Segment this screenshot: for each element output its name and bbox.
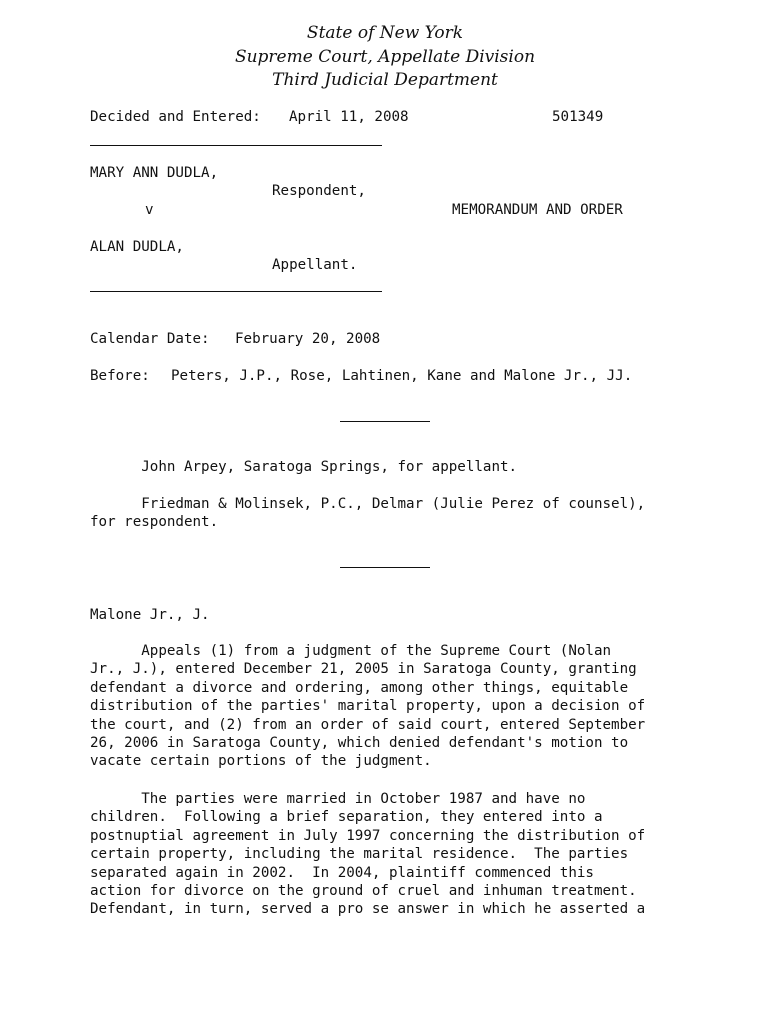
opinion-author: Malone Jr., J. [90, 607, 210, 623]
plaintiff-name: MARY ANN DUDLA, [90, 165, 219, 181]
section-divider [340, 567, 430, 568]
defendant-name: ALAN DUDLA, [90, 239, 184, 255]
caption-top-rule [90, 145, 382, 146]
defendant-role: Appellant. [272, 257, 358, 273]
calendar-date: February 20, 2008 [235, 331, 381, 347]
opinion-paragraph-1: Appeals (1) from a judgment of the Supreme Court (Nolan Jr., J.), entered December 21, 2005 in Saratoga County, granting defendant a divorce and ordering, among other things, equitable distribution of the parties' marital property, upon a decision of the court, and (2) from an order of said court, entered September 26, 2006 in Saratoga County, which denied defendant's motion to vacate certain portions of the judgment. [90, 643, 646, 770]
before-label: Before: [90, 368, 150, 384]
decided-label: Decided and Entered: [90, 109, 261, 125]
versus: v [145, 202, 154, 218]
court-department: Third Judicial Department [272, 70, 498, 90]
opinion-paragraph-2: The parties were married in October 1987 and have no children. Following a brief separation, they entered into a postnuptial agreement in July 1997 concerning the distribution of certain property, including the marital residence. The parties separated again in 2002. In 2004, plaintiff commenced this action for divorce on the ground of cruel and inhuman treatment. Defendant, in turn, served a pro se answer in which he asserted a [90, 791, 646, 918]
court-state: State of New York [306, 23, 464, 43]
plaintiff-role: Respondent, [272, 183, 366, 199]
calendar-label: Calendar Date: [90, 331, 210, 347]
court-header [0, 22, 770, 93]
section-divider [340, 421, 430, 422]
appellant-counsel: John Arpey, Saratoga Springs, for appellant. [90, 459, 518, 475]
decided-date: April 11, 2008 [289, 109, 409, 125]
docket-number: 501349 [552, 109, 604, 125]
document-type: MEMORANDUM AND ORDER [452, 202, 623, 218]
caption-bottom-rule [90, 291, 382, 292]
court-name: Supreme Court, Appellate Division [234, 46, 536, 67]
panel-justices: Peters, J.P., Rose, Lahtinen, Kane and Malone Jr., JJ. [171, 368, 633, 384]
respondent-counsel: Friedman & Molinsek, P.C., Delmar (Julie Perez of counsel), for respondent. [90, 496, 646, 531]
